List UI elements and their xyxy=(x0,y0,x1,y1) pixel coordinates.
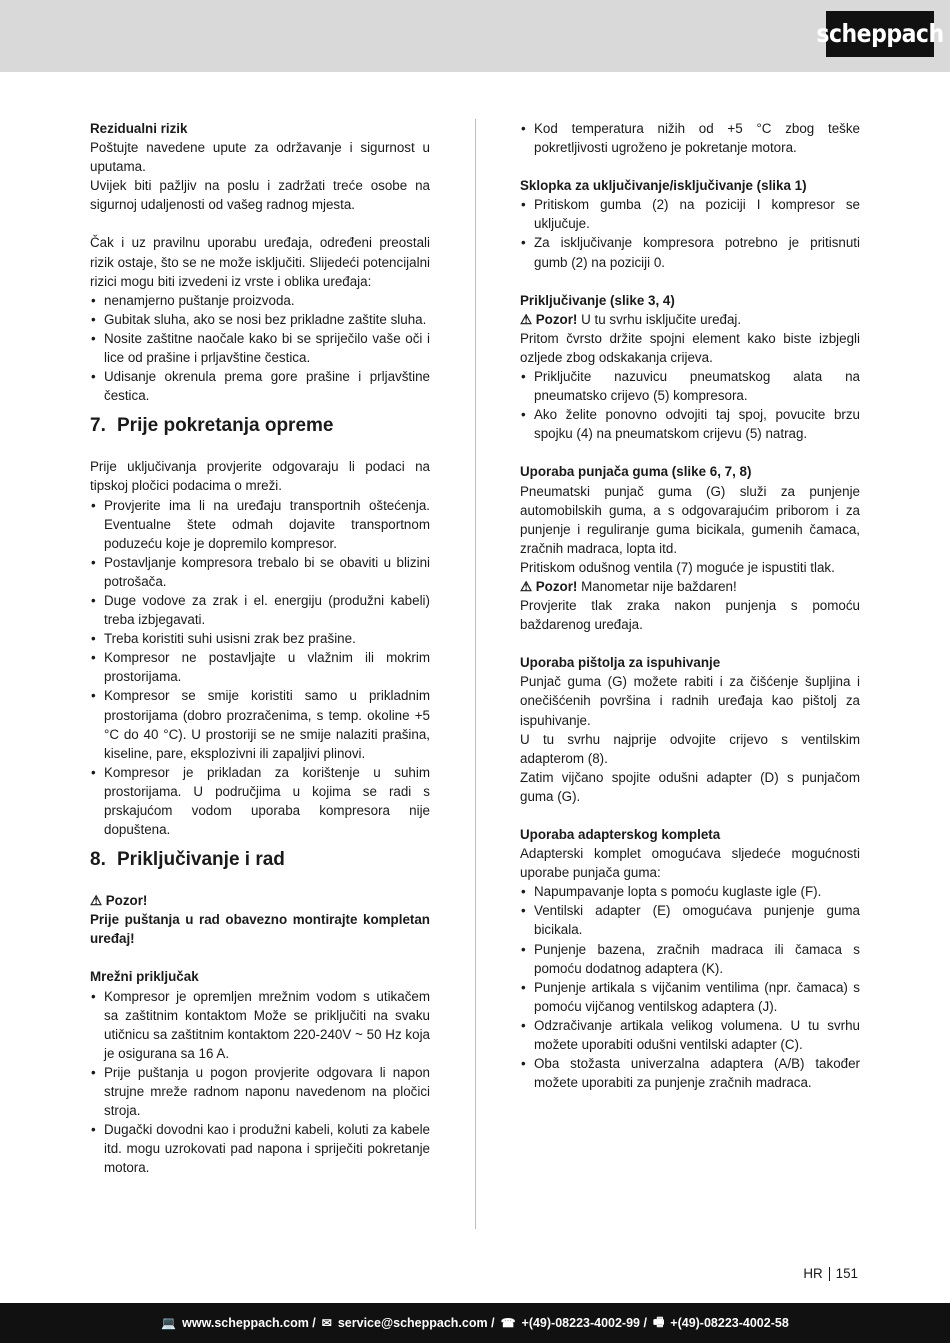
paragraph: Zatim vijčano spojite odušni adapter (D) s punjačom guma (G). xyxy=(520,769,860,804)
list-item: • Postavljanje kompresora trebalo bi se obaviti u blizini potrošača. xyxy=(90,553,430,591)
list-item: • Nosite zaštitne naočale kako bi se spriječilo vaše oči i lice od prašine i prljavštine čestica. xyxy=(90,329,430,367)
phone-icon: ☎ xyxy=(500,1316,516,1330)
blow-gun-heading: Uporaba pištolja za ispuhivanje xyxy=(520,655,721,671)
paragraph: Pritiskom odušnog ventila (7) moguće je ispustiti tlak. xyxy=(520,559,835,575)
scheppach-logo: scheppach xyxy=(826,11,934,57)
list-item: • Provjerite ima li na uređaju transportnih oštećenja. Eventualne štete odmah dojavite transportnom poduzeću koje je dopremilo kompresor. xyxy=(90,496,430,553)
section-number: 7. xyxy=(90,415,106,437)
paragraph: Pneumatski punjač guma (G) služi za punjenje automobilskih guma, a s odgovarajućim priborom i za punjenje i reguliranje guma bicikala, gumenih čamaca, zračnih madraca, lopta itd. xyxy=(520,483,860,556)
language-code: HR xyxy=(803,1266,823,1281)
list-item: • Kod temperatura nižih od +5 °C zbog teške pokretljivosti ugroženo je pokretanje motora. xyxy=(520,119,860,157)
warning-label: ⚠ Pozor! xyxy=(520,578,578,594)
list-item: • Kompresor ne postavljajte u vlažnim ili mokrim prostorijama. xyxy=(90,648,430,686)
switch-heading: Sklopka za uključivanje/isključivanje (slika 1) xyxy=(520,178,807,194)
list-item: • Ako želite ponovno odvojiti taj spoj, povucite brzu spojku (4) na pneumatskom crijevu (5) natrag. xyxy=(520,405,860,443)
right-column xyxy=(520,119,860,1092)
list-item: • nenamjerno puštanje proizvoda. xyxy=(90,291,430,310)
paragraph: Pritom čvrsto držite spojni element kako biste izbjegli ozljede zbog odskakanja crijeva. xyxy=(520,330,860,365)
warning-text: Prije puštanja u rad obavezno montirajte kompletan uređaj! xyxy=(90,912,430,947)
mail-icon: ✉ xyxy=(321,1316,332,1330)
column-divider xyxy=(475,119,476,1229)
page-number xyxy=(803,1266,858,1281)
list-item: • Dugački dovodni kao i produžni kabeli, koluti za kabele itd. mogu uzrokovati pad napona i spriječiti pokretanje motora. xyxy=(90,1120,430,1177)
adapter-kit-list xyxy=(520,882,860,1092)
paragraph: Prije uključivanja provjerite odgovaraju li podaci na tipskoj pločici podacima o mreži. xyxy=(90,459,430,494)
left-column xyxy=(90,119,430,1178)
list-item: • Duge vodove za zrak i el. energiju (produžni kabeli) treba izbjegavati. xyxy=(90,591,430,629)
page-number-value: 151 xyxy=(835,1266,858,1281)
section-title: Prije pokretanja opreme xyxy=(117,415,334,437)
website-link[interactable]: www.scheppach.com / xyxy=(182,1316,316,1330)
list-item: • Priključite nazuvicu pneumatskog alata na pneumatsko crijevo (5) kompresora. xyxy=(520,367,860,405)
paragraph: Adapterski komplet omogućava sljedeće mogućnosti uporabe punjača guma: xyxy=(520,846,860,881)
list-item: • Punjenje artikala s vijčanim ventilima (npr. čamaca) s pomoću vijčanog ventilskog adaptera (J). xyxy=(520,978,860,1016)
warning-text: Manometar nije baždaren! xyxy=(577,578,737,594)
tyre-inflator-heading: Uporaba punjača guma (slike 6, 7, 8) xyxy=(520,464,752,480)
residual-risk-heading: Rezidualni rizik xyxy=(90,121,188,136)
paragraph: Punjač guma (G) možete rabiti i za čišćenje šupljina i onečišćenih površina i radnih uređaja kao pištolj za ispuhivanje. xyxy=(520,674,860,728)
list-item: • Pritiskom gumba (2) na poziciji I kompresor se uključuje. xyxy=(520,195,860,233)
temperature-list xyxy=(520,119,860,157)
list-item: • Oba stožasta univerzalna adaptera (A/B) također možete uporabiti za punjenje zračnih madraca. xyxy=(520,1054,860,1092)
section-7-heading xyxy=(90,414,430,438)
paragraph: Provjerite tlak zraka nakon punjenja s pomoću baždarenog uređaja. xyxy=(520,598,860,633)
section-title: Priključivanje i rad xyxy=(117,849,285,871)
residual-risk-list xyxy=(90,291,430,406)
warning-label: ⚠ Pozor! xyxy=(90,893,148,909)
list-item: • Ventilski adapter (E) omogućava punjenje guma bicikala. xyxy=(520,901,860,939)
list-item: • Gubitak sluha, ako se nosi bez prikladne zaštite sluha. xyxy=(90,310,430,329)
fax-icon: 🖷 xyxy=(652,1314,665,1329)
paragraph: U tu svrhu najprije odvojite crijevo s ventilskim adapterom (8). xyxy=(520,731,860,766)
mains-connection-heading: Mrežni priključak xyxy=(90,969,199,985)
list-item: • Treba koristiti suhi usisni zrak bez prašine. xyxy=(90,629,430,648)
section-7-list xyxy=(90,496,430,840)
paragraph: Uvijek biti pažljiv na poslu i zadržati treće osobe na sigurnoj udaljenosti od vašeg radnog mjesta. xyxy=(90,178,430,213)
list-item: • Kompresor je opremljen mrežnim vodom s utikačem sa zaštitnim kontaktom Može se priključiti na svaku utičnicu sa zaštitnim kontaktom 220-240V ~ 50 Hz koja je osigurana sa 16 A. xyxy=(90,987,430,1063)
email-link[interactable]: service@scheppach.com / xyxy=(337,1316,495,1330)
connection-heading: Priključivanje (slike 3, 4) xyxy=(520,292,675,308)
adapter-kit-heading: Uporaba adapterskog kompleta xyxy=(520,827,721,842)
list-item: • Kompresor je prikladan za korištenje u suhim prostorijama. U područjima u kojima se radi s prskajućom vodom uporaba kompresora nije dopuštena. xyxy=(90,763,430,839)
list-item: • Kompresor se smije koristiti samo u prikladnim prostorijama (dobro prozračenima, s temp. okoline +5 °C do 40 °C). U prostoriji se ne smije nalaziti prašina, kiseline, pare, eksplozivni ili zapaljivi plinovi. xyxy=(90,686,430,762)
list-item: • Punjenje bazena, zračnih madraca ili čamaca s pomoću dodatnog adaptera (K). xyxy=(520,940,860,978)
fax-number: +(49)-08223-4002-58 xyxy=(670,1316,789,1330)
list-item: • Odzračivanje artikala velikog volumena. U tu svrhu možete uporabiti odušni ventilski adapter (C). xyxy=(520,1016,860,1054)
paragraph: Čak i uz pravilnu uporabu uređaja, određeni preostali rizik ostaje, što se ne može isključiti. Slijedeći potencijalni rizici mogu biti izvedeni iz vrste i oblika uređaja: xyxy=(90,235,430,289)
section-number: 8. xyxy=(90,849,106,871)
section-8-heading xyxy=(90,848,430,872)
warning-label: ⚠ Pozor! xyxy=(520,311,578,327)
switch-list xyxy=(520,195,860,271)
phone-number: +(49)-08223-4002-99 / xyxy=(521,1316,647,1330)
list-item: • Napumpavanje lopta s pomoću kuglaste igle (F). xyxy=(520,882,860,901)
list-item: • Udisanje okrenula prema gore prašine i prljavštine čestica. xyxy=(90,367,430,405)
mains-connection-list xyxy=(90,987,430,1178)
warning-line xyxy=(520,577,860,596)
paragraph: Poštujte navedene upute za održavanje i sigurnost u uputama. xyxy=(90,140,430,175)
warning-line xyxy=(520,310,860,329)
header-bar xyxy=(0,0,950,72)
footer-bar xyxy=(0,1303,950,1343)
computer-icon: 💻 xyxy=(161,1316,177,1330)
list-item: • Prije puštanja u pogon provjerite odgovara li napon strujne mreže radnom naponu navedenom na pločici stroja. xyxy=(90,1063,430,1120)
connection-list xyxy=(520,367,860,443)
warning-text: U tu svrhu isključite uređaj. xyxy=(577,311,742,327)
list-item: • Za isključivanje kompresora potrebno je pritisnuti gumb (2) na poziciji 0. xyxy=(520,233,860,271)
